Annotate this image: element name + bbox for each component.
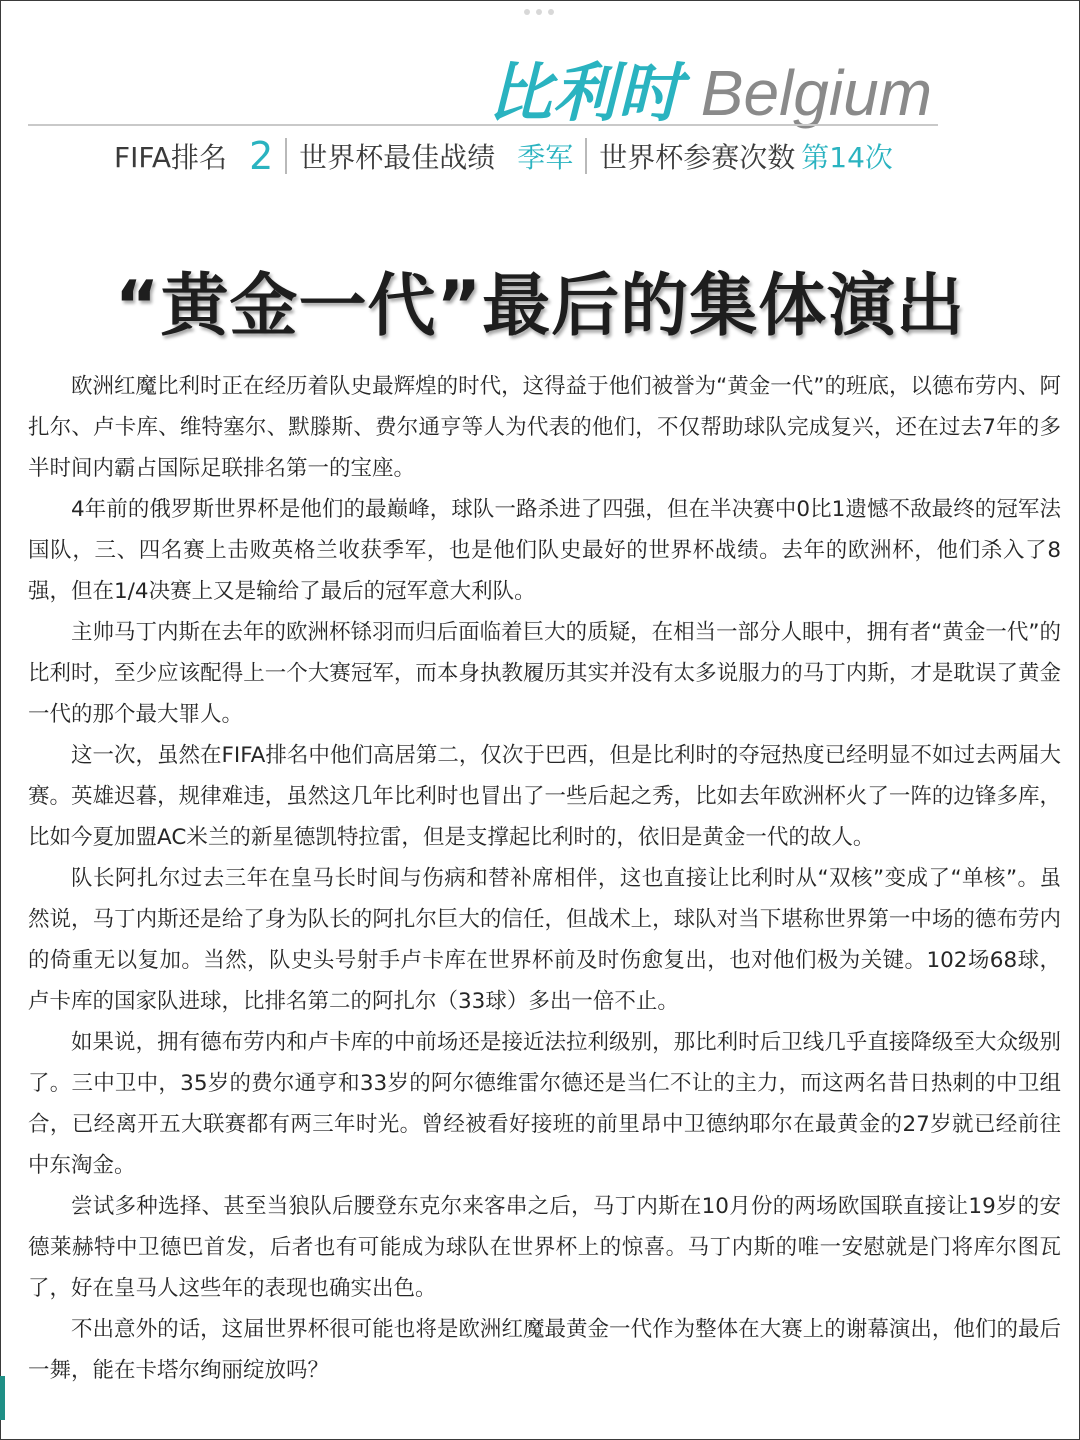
- side-tab-marker: [0, 1376, 5, 1420]
- article-paragraph: 欧洲红魔比利时正在经历着队史最辉煌的时代，这得益于他们被誉为“黄金一代”的班底，以德布劳内、阿扎尔、卢卡库、维特塞尔、默滕斯、费尔通亨等人为代表的他们，不仅帮助球队完成复兴，还在过去7年的多半时间内霸占国际足联排名第一的宝座。: [28, 374, 1061, 481]
- article-paragraph: 这一次，虽然在FIFA排名中他们高居第二，仅次于巴西，但是比利时的夺冠热度已经明显不如过去两届大赛。英雄迟暮，规律难违，虽然这几年比利时也冒出了一些后起之秀，比如去年欧洲杯火了一阵的边锋多库，比如今夏加盟AC米兰的新星德凯特拉雷，但是支撑起比利时的，依旧是黄金一代的故人。: [28, 743, 1061, 850]
- stats-row: [114, 134, 893, 178]
- header-divider: [28, 124, 938, 126]
- article-headline: “黄金一代”最后的集体演出: [114, 267, 966, 346]
- stat-divider: [585, 138, 587, 174]
- dot-indicator: [548, 9, 554, 15]
- appearances-label: 世界杯参赛次数: [599, 141, 796, 174]
- country-name-cn: 比利时: [487, 57, 683, 131]
- article-paragraph: 如果说，拥有德布劳内和卢卡库的中前场还是接近法拉利级别，那比利时后卫线几乎直接降级至大众级别了。三中卫中，35岁的费尔通亨和33岁的阿尔德维雷尔德还是当仁不让的主力，而这两名昔日热刺的中卫组合，已经离开五大联赛都有两三年时光。曾经被看好接班的前里昂中卫德纳耶尔在最黄金的27岁就已经前往中东淘金。: [28, 1030, 1061, 1178]
- article-paragraph: 4年前的俄罗斯世界杯是他们的最巅峰，球队一路杀进了四强，但在半决赛中0比1遗憾不敌最终的冠军法国队，三、四名赛上击败英格兰收获季军，也是他们队史最好的世界杯战绩。去年的欧洲杯，他们杀入了8强，但在1/4决赛上又是输给了最后的冠军意大利队。: [28, 497, 1061, 604]
- article-body: [28, 366, 1061, 1391]
- article-paragraph: 队长阿扎尔过去三年在皇马长时间与伤病和替补席相伴，这也直接让比利时从“双核”变成了“单核”。虽然说，马丁内斯还是给了身为队长的阿扎尔巨大的信任，但战术上，球队对当下堪称世界第一中场的德布劳内的倚重无以复加。当然，队史头号射手卢卡库在世界杯前及时伤愈复出，也对他们极为关键。102场68球，卢卡库的国家队进球，比排名第二的阿扎尔（33球）多出一倍不止。: [28, 866, 1061, 1014]
- article-paragraph: 尝试多种选择、甚至当狼队后腰登东克尔来客串之后，马丁内斯在10月份的两场欧国联直接让19岁的安德莱赫特中卫德巴首发，后者也有可能成为球队在世界杯上的惊喜。马丁内斯的唯一安慰就是门将库尔图瓦了，好在皇马人这些年的表现也确实出色。: [28, 1194, 1061, 1301]
- dot-indicator: [536, 9, 542, 15]
- article-paragraph: 不出意外的话，这届世界杯很可能也将是欧洲红魔最黄金一代作为整体在大赛上的谢幕演出，他们的最后一舞，能在卡塔尔绚丽绽放吗？: [28, 1317, 1061, 1383]
- country-name-en: Belgium: [700, 57, 932, 129]
- stat-divider: [285, 138, 287, 174]
- appearances-value: 第14次: [801, 141, 893, 174]
- best-result-value: 季军: [517, 141, 574, 174]
- fifa-rank-value: 2: [249, 134, 274, 178]
- fifa-rank-label: FIFA排名: [114, 141, 228, 174]
- best-result-label: 世界杯最佳战绩: [299, 141, 496, 174]
- country-title: [488, 42, 932, 134]
- dot-indicator: [524, 9, 530, 15]
- pager-dots: [524, 9, 554, 15]
- article-paragraph: 主帅马丁内斯在去年的欧洲杯铩羽而归后面临着巨大的质疑，在相当一部分人眼中，拥有者“黄金一代”的比利时，至少应该配得上一个大赛冠军，而本身执教履历其实并没有太多说服力的马丁内斯，才是耽误了黄金一代的那个最大罪人。: [28, 620, 1061, 727]
